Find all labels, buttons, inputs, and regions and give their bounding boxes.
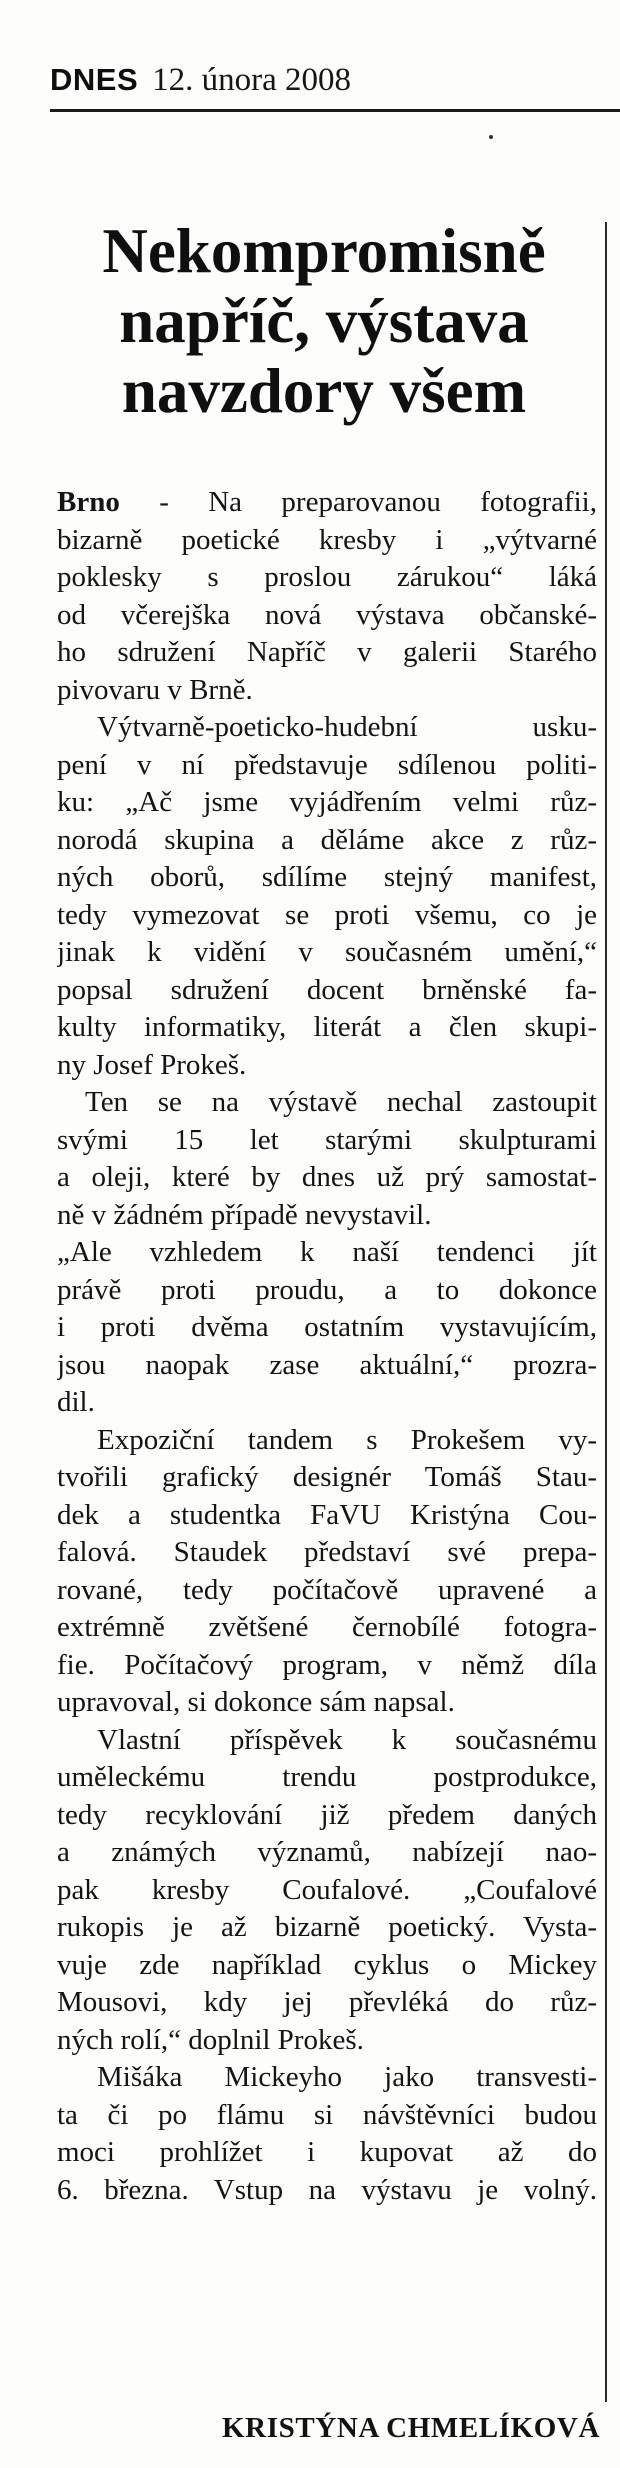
article-line: ně v žádném případě nevystavil. (57, 1198, 432, 1231)
article-line: Expoziční tandem s Prokešem vy- (97, 1423, 597, 1456)
article-line: od včerejška nová výstava občanské- (57, 598, 597, 631)
article-line: ho sdružení Napříč v galerii Starého (57, 636, 597, 668)
article-line-text: - Na preparovanou fotografii, (119, 486, 597, 518)
article-line: a známých významů, nabízejí nao- (57, 1836, 597, 1868)
article-line: svými 15 let starými skulpturami (57, 1123, 597, 1156)
article-line: i proti dvěma ostatním vystavujícím, (57, 1311, 597, 1343)
article-line: norodá skupina a děláme akce z růz- (57, 823, 597, 856)
article-line: ta či po flámu si návštěvníci budou (57, 2098, 597, 2131)
article-line: a oleji, které by dnes už prý samostat- (57, 1161, 597, 1193)
print-speck (489, 135, 493, 139)
article-line: Vlastní příspěvek k současnému (97, 1723, 597, 1756)
article-line: rované, tedy počítačově upravené a (57, 1573, 597, 1606)
article-line: falová. Staudek představí své prepa- (57, 1536, 597, 1568)
article-line: Ten se na výstavě nechal zastoupit (85, 1086, 597, 1118)
headline-line-2: napříč, výstava (119, 286, 529, 356)
issue-date: 12. února 2008 (152, 62, 352, 98)
article-line: 6. března. Vstup na výstavu je volný. (57, 2173, 597, 2206)
article-line: moci prohlížet i kupovat až do (57, 2136, 597, 2168)
article-line: jsou naopak zase aktuální,“ prozra- (57, 1348, 597, 1381)
article-line: tedy vymezovat se proti všemu, co je (57, 898, 597, 931)
article-line: extrémně zvětšené černobílé fotogra- (57, 1611, 597, 1643)
column-rule (605, 222, 607, 2402)
article-line: rukopis je až bizarně poetický. Vysta- (57, 1911, 597, 1943)
article-line: pak kresby Coufalové. „Coufalové (57, 1873, 597, 1906)
article-line: právě proti proudu, a to dokonce (57, 1273, 597, 1306)
article-line: popsal sdružení docent brněnské fa- (57, 973, 597, 1006)
article-line: pivovaru v Brně. (57, 673, 253, 706)
article-line: Mousovi, kdy jej převléká do růz- (57, 1986, 597, 2018)
article-line: jinak k vidění v současném umění,“ (57, 936, 597, 968)
article-line: ných oborů, sdílíme stejný manifest, (57, 861, 597, 893)
article-line: Mišáka Mickeyho jako transvesti- (97, 2061, 597, 2093)
author-byline: KRISTÝNA CHMELÍKOVÁ (222, 2412, 600, 2444)
article-line: fie. Počítačový program, v němž díla (57, 1648, 597, 1681)
article-line (57, 484, 597, 522)
article-line: ných rolí,“ doplnil Prokeš. (57, 2023, 364, 2056)
article-line: bizarně poetické kresby i „výtvarné (57, 523, 597, 556)
newspaper-brand: DNES (50, 62, 139, 97)
article-line: ku: „Ač jsme vyjádřením velmi růz- (57, 786, 597, 818)
article-line: tvořili grafický designér Tomáš Stau- (57, 1461, 597, 1493)
masthead (50, 62, 351, 102)
article-line: tedy recyklování již předem daných (57, 1798, 597, 1831)
headline (50, 216, 598, 426)
headline-line-3: navzdory všem (121, 356, 527, 426)
article-line: dil. (57, 1386, 95, 1418)
article-line: uměleckému trendu postprodukce, (57, 1761, 597, 1793)
article-line: poklesky s proslou zárukou“ láká (57, 561, 597, 593)
article-body (57, 484, 597, 2209)
article-line: ny Josef Prokeš. (57, 1048, 247, 1081)
article-line: vuje zde například cyklus o Mickey (57, 1948, 597, 1981)
article-line: „Ale vzhledem k naší tendenci jít (57, 1236, 597, 1268)
article-line: Výtvarně-poeticko-hudební usku- (97, 711, 597, 743)
headline-line-1: Nekompromisně (102, 216, 546, 286)
header-rule (50, 109, 620, 112)
dateline-city: Brno (57, 486, 120, 518)
article-line: upravoval, si dokonce sám napsal. (57, 1686, 455, 1718)
article-line: pení v ní představuje sdílenou politi- (57, 748, 597, 781)
article-line: dek a studentka FaVU Kristýna Cou- (57, 1498, 597, 1531)
article-line: kulty informatiky, literát a člen skupi- (57, 1011, 597, 1043)
